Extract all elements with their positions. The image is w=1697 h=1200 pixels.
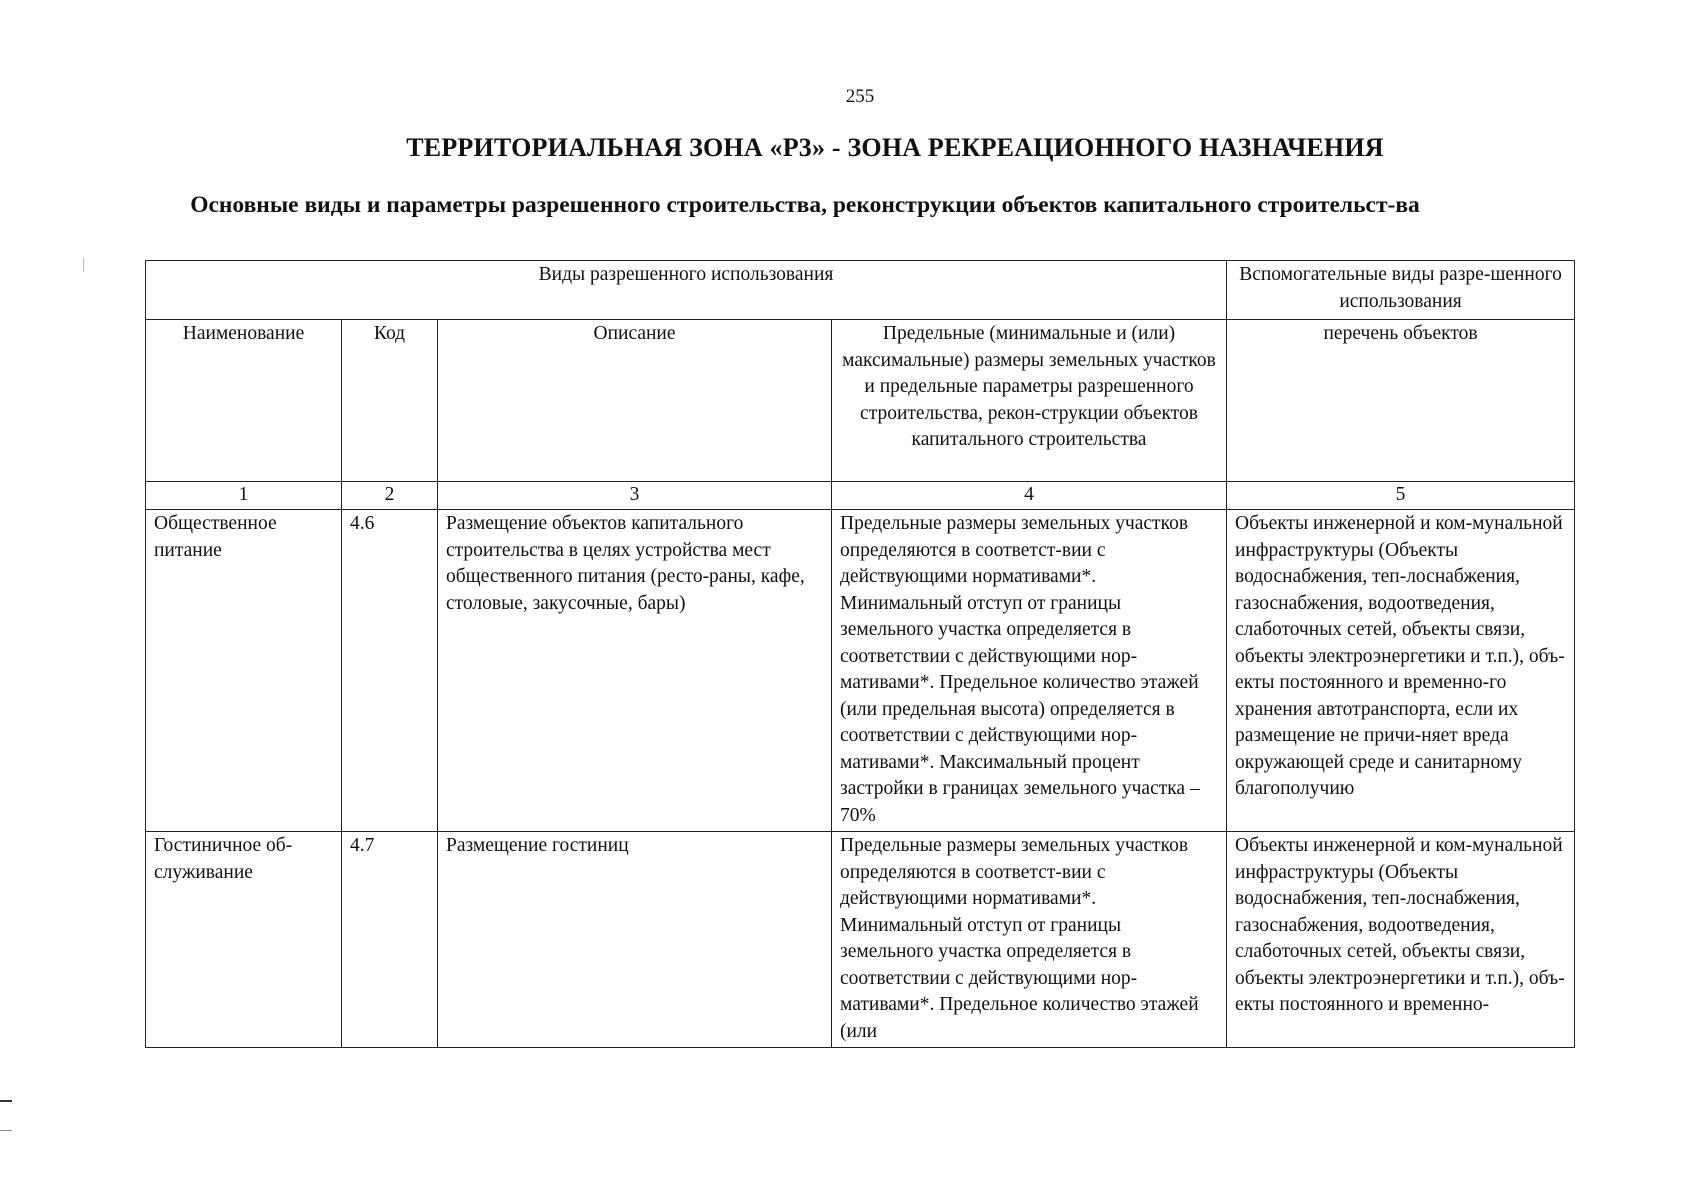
column-header-row (146, 320, 1575, 482)
page-number: 255 (845, 86, 875, 107)
row-description: Размещение объектов капитального строительства в целях устройства мест общественного питания (ресто-раны, кафе, столовые, закусочные, бары) (438, 510, 832, 832)
row-objects: Объекты инженерной и ком-мунальной инфраструктуры (Объекты водоснабжения, теп-лоснабжения, газоснабжения, водоотведения, слаботочных сетей, объекты связи, объекты электроэнергетики и т.п.), объ-екты постоянного и временно-го хранения автотранспорта, если их размещение не причи-няет вреда окружающей среде и санитарному благополучию (1227, 510, 1575, 832)
column-number: 4 (832, 482, 1227, 510)
zone-title: ТЕРРИТОРИАЛЬНАЯ ЗОНА «Р3» - ЗОНА РЕКРЕАЦИОННОГО НАЗНАЧЕНИЯ (406, 133, 1384, 162)
row-objects: Объекты инженерной и ком-мунальной инфраструктуры (Объекты водоснабжения, теп-лоснабжения, газоснабжения, водоотведения, слаботочных сетей, объекты связи, объекты электроэнергетики и т.п.), объ-екты постоянного и временно- (1227, 832, 1575, 1048)
row-limits: Предельные размеры земельных участков определяются в соответст-вии с действующими нормативами*. Минимальный отступ от границы земельного участка определяется в соответствии с действующими нор-мативами*. Предельное количество этажей (или предельная высота) определяется в соответствии с действующими нор-мативами*. Максимальный процент застройки в границах земельного участка – 70% (832, 510, 1227, 832)
row-code: 4.6 (342, 510, 438, 832)
row-name: Гостиничное об-служивание (146, 832, 342, 1048)
column-number: 5 (1227, 482, 1575, 510)
row-code: 4.7 (342, 832, 438, 1048)
header-limits: Предельные (минимальные и (или) максимальные) размеры земельных участков и предельные параметры разрешенного строительства, рекон-струкции объектов капитального строительства (832, 320, 1227, 482)
header-auxiliary-use: Вспомогательные виды разре-шенного использования (1227, 261, 1575, 320)
section-title: Основные виды и параметры разрешенного строительства, реконструкции объектов капитального строительст-ва (190, 192, 1420, 218)
row-limits: Предельные размеры земельных участков определяются в соответст-вии с действующими нормативами*. Минимальный отступ от границы земельного участка определяется в соответствии с действующими нор-мативами*. Предельное количество этажей (или (832, 832, 1227, 1048)
column-number: 2 (342, 482, 438, 510)
table-row (146, 510, 1575, 832)
header-objects: перечень объектов (1227, 320, 1575, 482)
header-code: Код (342, 320, 438, 482)
header-description: Описание (438, 320, 832, 482)
row-name: Общественное питание (146, 510, 342, 832)
table-row (146, 832, 1575, 1048)
header-permitted-use: Виды разрешенного использования (146, 261, 1227, 320)
permitted-use-table (145, 260, 1575, 1048)
scan-mark (83, 258, 84, 272)
column-number: 3 (438, 482, 832, 510)
header-name: Наименование (146, 320, 342, 482)
margin-mark (0, 1130, 12, 1131)
margin-mark (0, 1100, 12, 1102)
column-number-row (146, 482, 1575, 510)
row-description: Размещение гостиниц (438, 832, 832, 1048)
column-number: 1 (146, 482, 342, 510)
group-header-row (146, 261, 1575, 320)
